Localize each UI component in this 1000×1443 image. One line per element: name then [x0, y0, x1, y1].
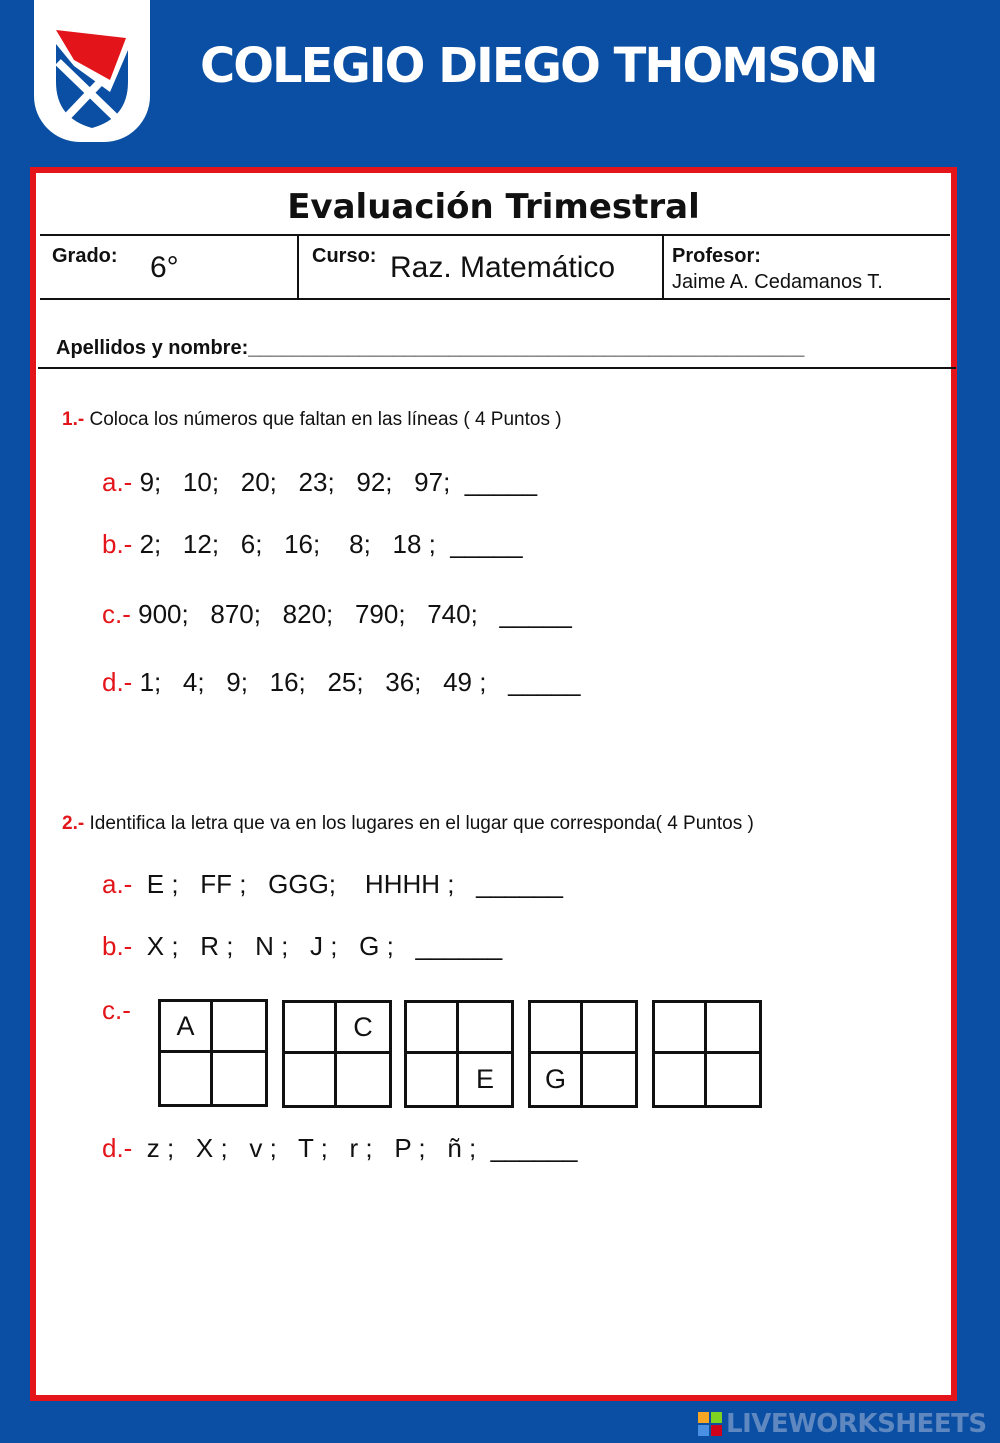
q2-item-c: [102, 995, 131, 1026]
divider: [662, 235, 664, 298]
letter-grid-3: [404, 1000, 514, 1108]
q1-item-b[interactable]: [102, 529, 523, 560]
question-1-heading: [62, 409, 562, 431]
grid-cell: E: [475, 1064, 494, 1094]
profesor-value: Jaime A. Cedamanos T.: [672, 271, 883, 293]
divider: [40, 298, 950, 300]
grid-cell: G: [531, 1054, 583, 1105]
divider: [38, 367, 956, 369]
grid-cell: [459, 1003, 511, 1054]
q1-item-d[interactable]: [102, 667, 580, 698]
grid-cell: C: [337, 1003, 389, 1054]
exam-title: Evaluación Trimestral: [287, 187, 700, 227]
q2-item-a[interactable]: [102, 869, 563, 900]
grado-value: 6°: [150, 251, 179, 284]
watermark-text: LIVEWORKSHEETS: [726, 1409, 987, 1439]
question-text: Identifica la letra que va en los lugares en el lugar que corresponda( 4 Puntos ): [89, 813, 754, 834]
grid-cell: [583, 1003, 635, 1054]
grid-cell[interactable]: [655, 1003, 707, 1054]
q2-item-b[interactable]: [102, 931, 502, 962]
item-sequence: 900; 870; 820; 790; 740; _____: [130, 599, 572, 629]
question-number: 1.-: [62, 409, 85, 430]
grid-cell: [583, 1054, 635, 1105]
grid-cell[interactable]: [655, 1054, 707, 1105]
grid-cell[interactable]: [707, 1003, 759, 1054]
grid-cell: [337, 1054, 389, 1105]
grid-cell: [285, 1054, 337, 1105]
liveworksheets-watermark: [726, 1409, 987, 1439]
item-tag: c.-: [102, 599, 131, 629]
letter-grid-4: [528, 1000, 638, 1108]
item-tag: d.-: [102, 667, 133, 697]
letter-grid-2: [282, 1000, 392, 1108]
q1-item-c[interactable]: [102, 599, 572, 630]
grid-cell: [213, 1002, 265, 1053]
school-name: COLEGIO DIEGO THOMSON: [200, 38, 877, 94]
question-text: Coloca los números que faltan en las líneas ( 4 Puntos ): [89, 409, 562, 430]
divider: [297, 235, 299, 298]
item-tag: a.-: [102, 467, 133, 497]
item-sequence: 1; 4; 9; 16; 25; 36; 49 ; _____: [132, 667, 581, 697]
item-tag: a.-: [102, 869, 133, 899]
grid-cell: [407, 1003, 459, 1054]
grid-cell: [531, 1003, 583, 1054]
item-sequence: z ; X ; v ; T ; r ; P ; ñ ; ______: [132, 1133, 578, 1163]
item-tag: b.-: [102, 931, 133, 961]
item-tag: c.-: [102, 995, 131, 1025]
q1-item-a[interactable]: [102, 467, 537, 498]
grid-cell[interactable]: [707, 1054, 759, 1105]
question-2-heading: [62, 813, 754, 835]
student-name-field[interactable]: Apellidos y nombre:__________________________________________________: [56, 337, 805, 359]
q2-item-d[interactable]: [102, 1133, 577, 1164]
question-number: 2.-: [62, 813, 85, 834]
grid-cell: [161, 1053, 213, 1104]
item-sequence: 2; 12; 6; 16; 8; 18 ; _____: [132, 529, 523, 559]
worksheet: [30, 167, 957, 1401]
liveworksheets-logo-icon: [698, 1412, 722, 1436]
letter-grid-5-answer[interactable]: [652, 1000, 762, 1108]
item-sequence: X ; R ; N ; J ; G ; ______: [132, 931, 503, 961]
curso-value: Raz. Matemático: [390, 251, 616, 284]
grid-cell: A: [161, 1002, 213, 1053]
school-shield-logo: [34, 0, 150, 142]
divider: [40, 234, 950, 236]
item-tag: b.-: [102, 529, 133, 559]
grid-cell: [213, 1053, 265, 1104]
item-tag: d.-: [102, 1133, 133, 1163]
grid-cell: [285, 1003, 337, 1054]
item-sequence: 9; 10; 20; 23; 92; 97; _____: [132, 467, 538, 497]
profesor-label: Profesor:: [672, 245, 761, 267]
letter-grid-1: [158, 999, 268, 1107]
curso-label: Curso:: [312, 245, 377, 267]
grado-label: Grado:: [52, 245, 118, 267]
item-sequence: E ; FF ; GGG; HHHH ; ______: [132, 869, 563, 899]
grid-cell: [407, 1054, 459, 1105]
